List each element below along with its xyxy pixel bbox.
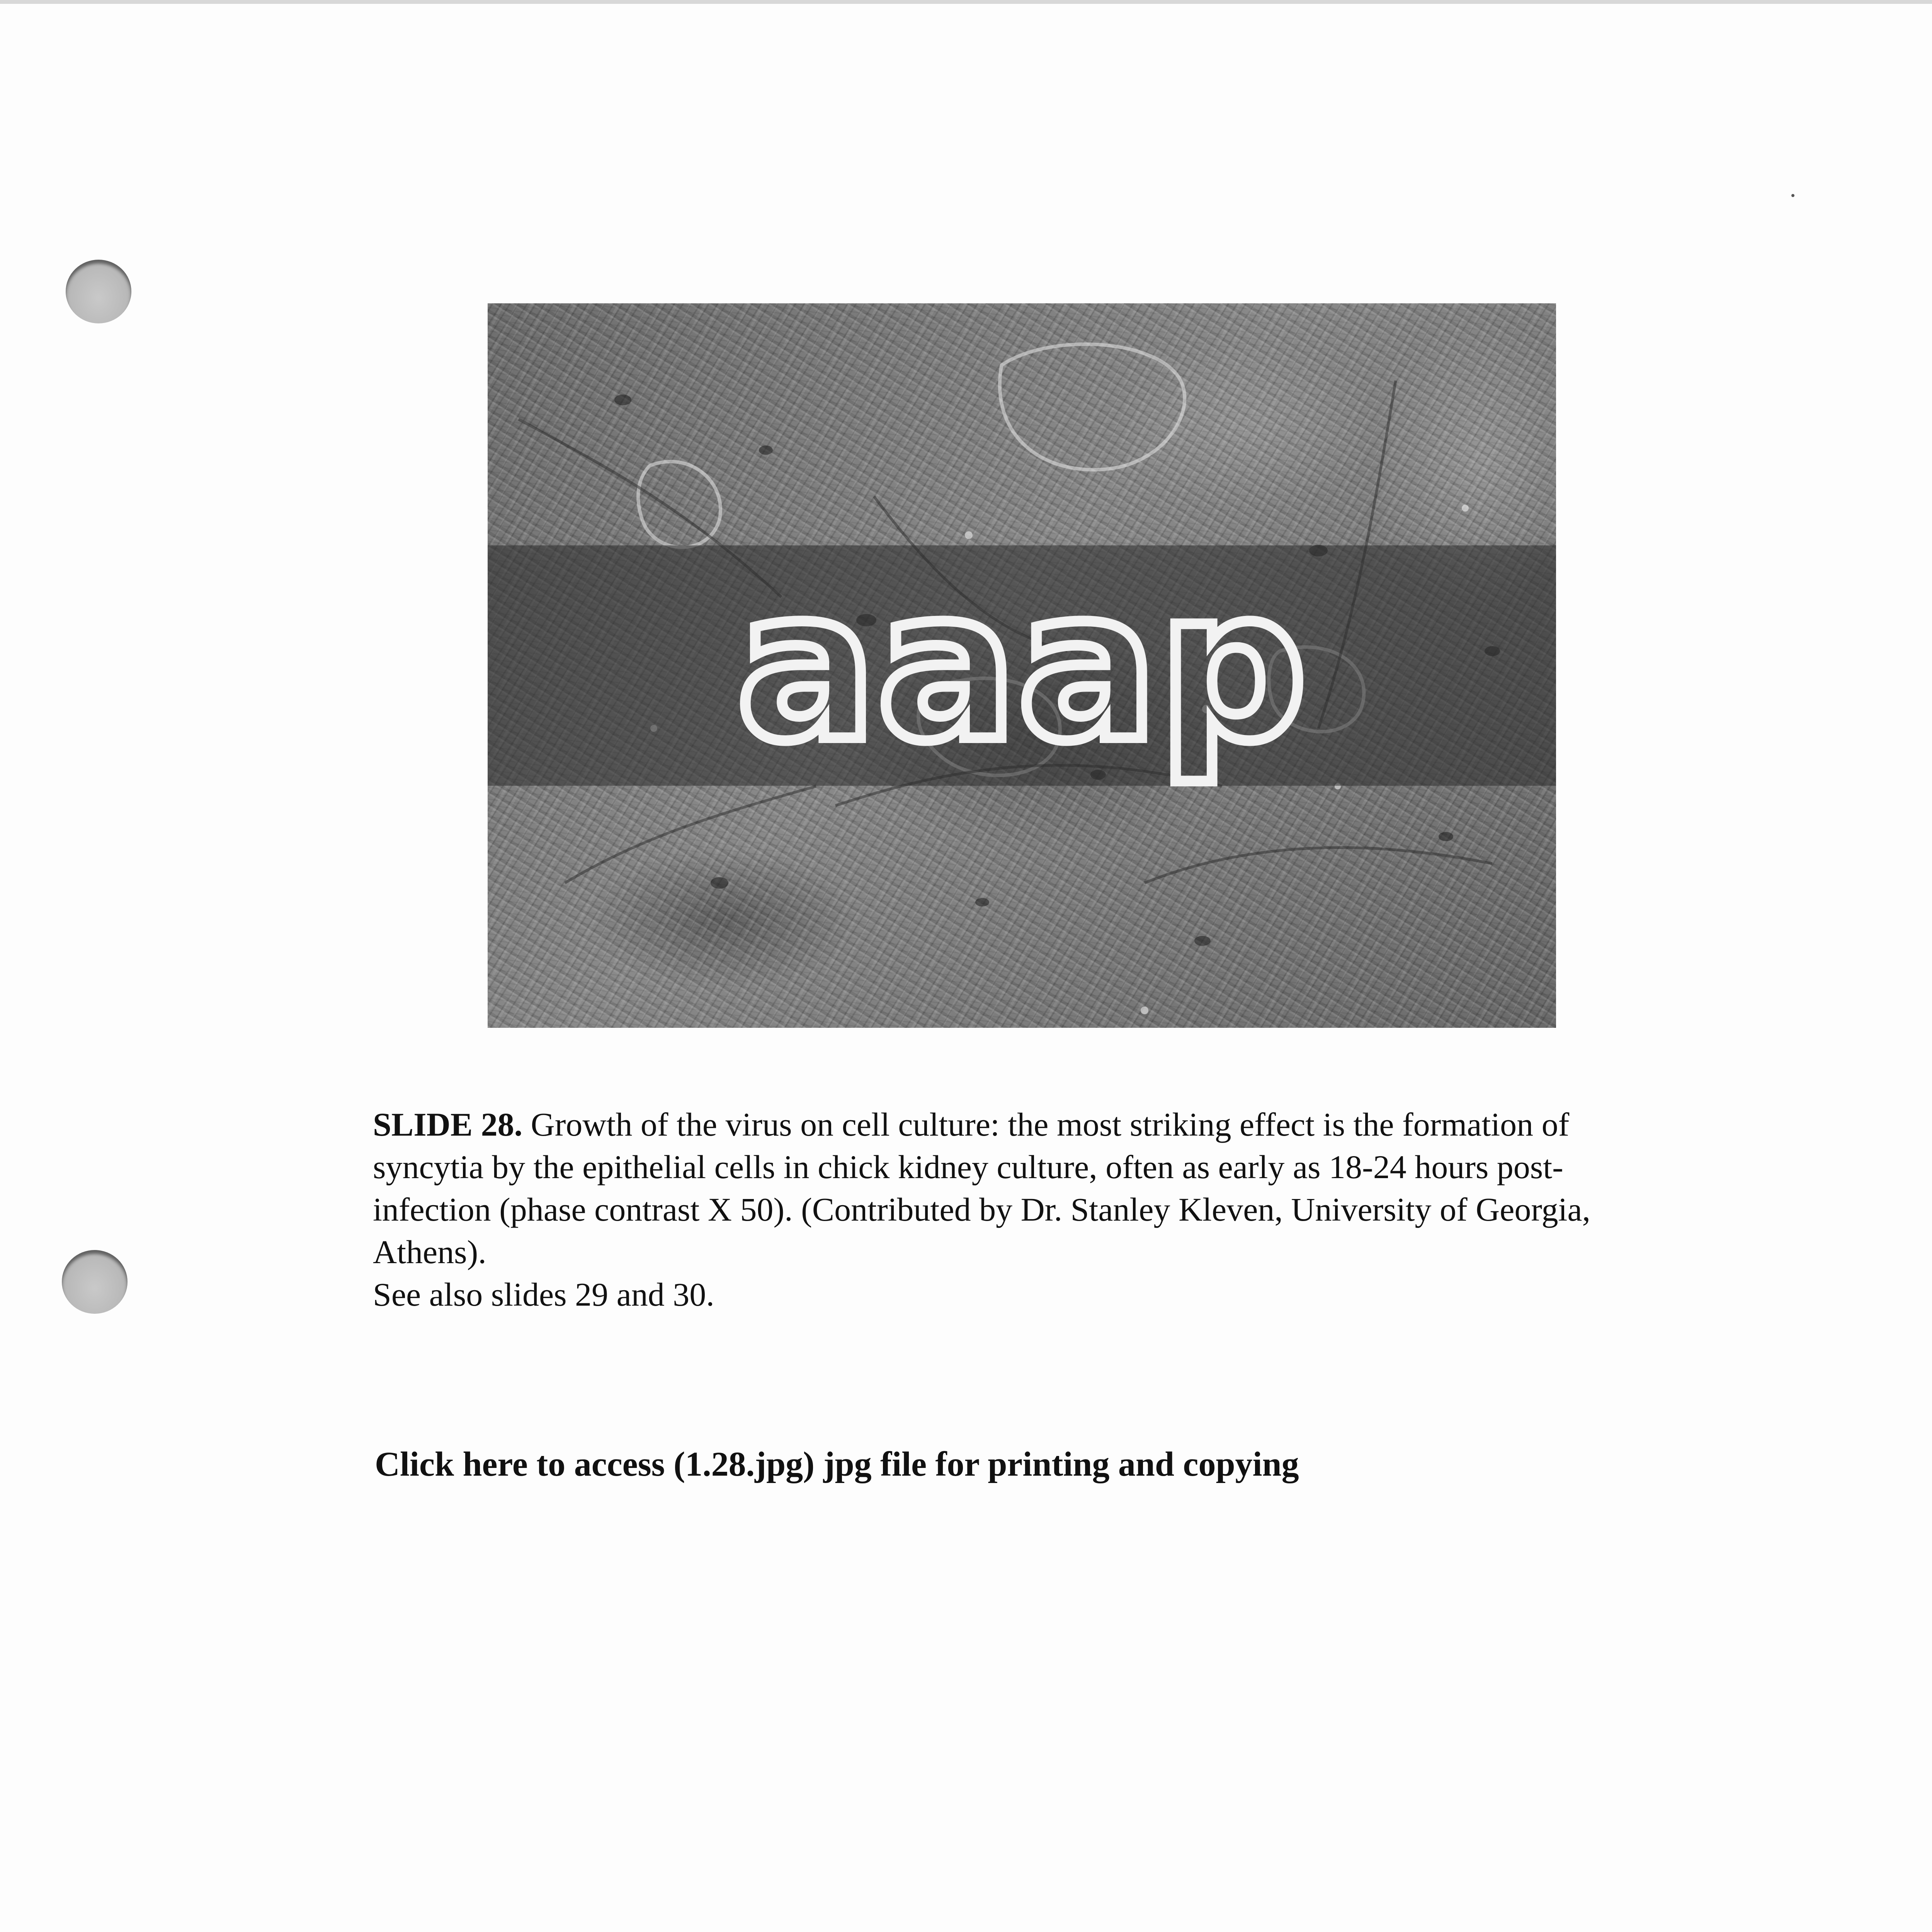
cell-culture-micrograph: [488, 303, 1556, 1028]
page-top-edge: [0, 0, 1932, 4]
jpg-download-link[interactable]: Click here to access (1.28.jpg) jpg file for printing and copying: [375, 1445, 1299, 1483]
caption-text: Growth of the virus on cell culture: the most striking effect is the formation of syncytia by the epithelial cells in chick kidney culture, often as early as 18-24 hours post-infection (phase contrast X 50). (Contributed by Dr. Stanley Kleven, University of Georgia, Athens).: [373, 1106, 1591, 1270]
punch-hole-top: [66, 260, 131, 323]
aaap-watermark: [488, 303, 1556, 1028]
punch-hole-middle: [62, 1250, 128, 1314]
slide-label: SLIDE 28.: [373, 1106, 523, 1143]
svg-text:aaap: aaap: [736, 545, 1308, 787]
see-also-text: See also slides 29 and 30.: [373, 1276, 714, 1313]
scan-speck: [1791, 194, 1794, 197]
slide-caption: [373, 1103, 1663, 1316]
